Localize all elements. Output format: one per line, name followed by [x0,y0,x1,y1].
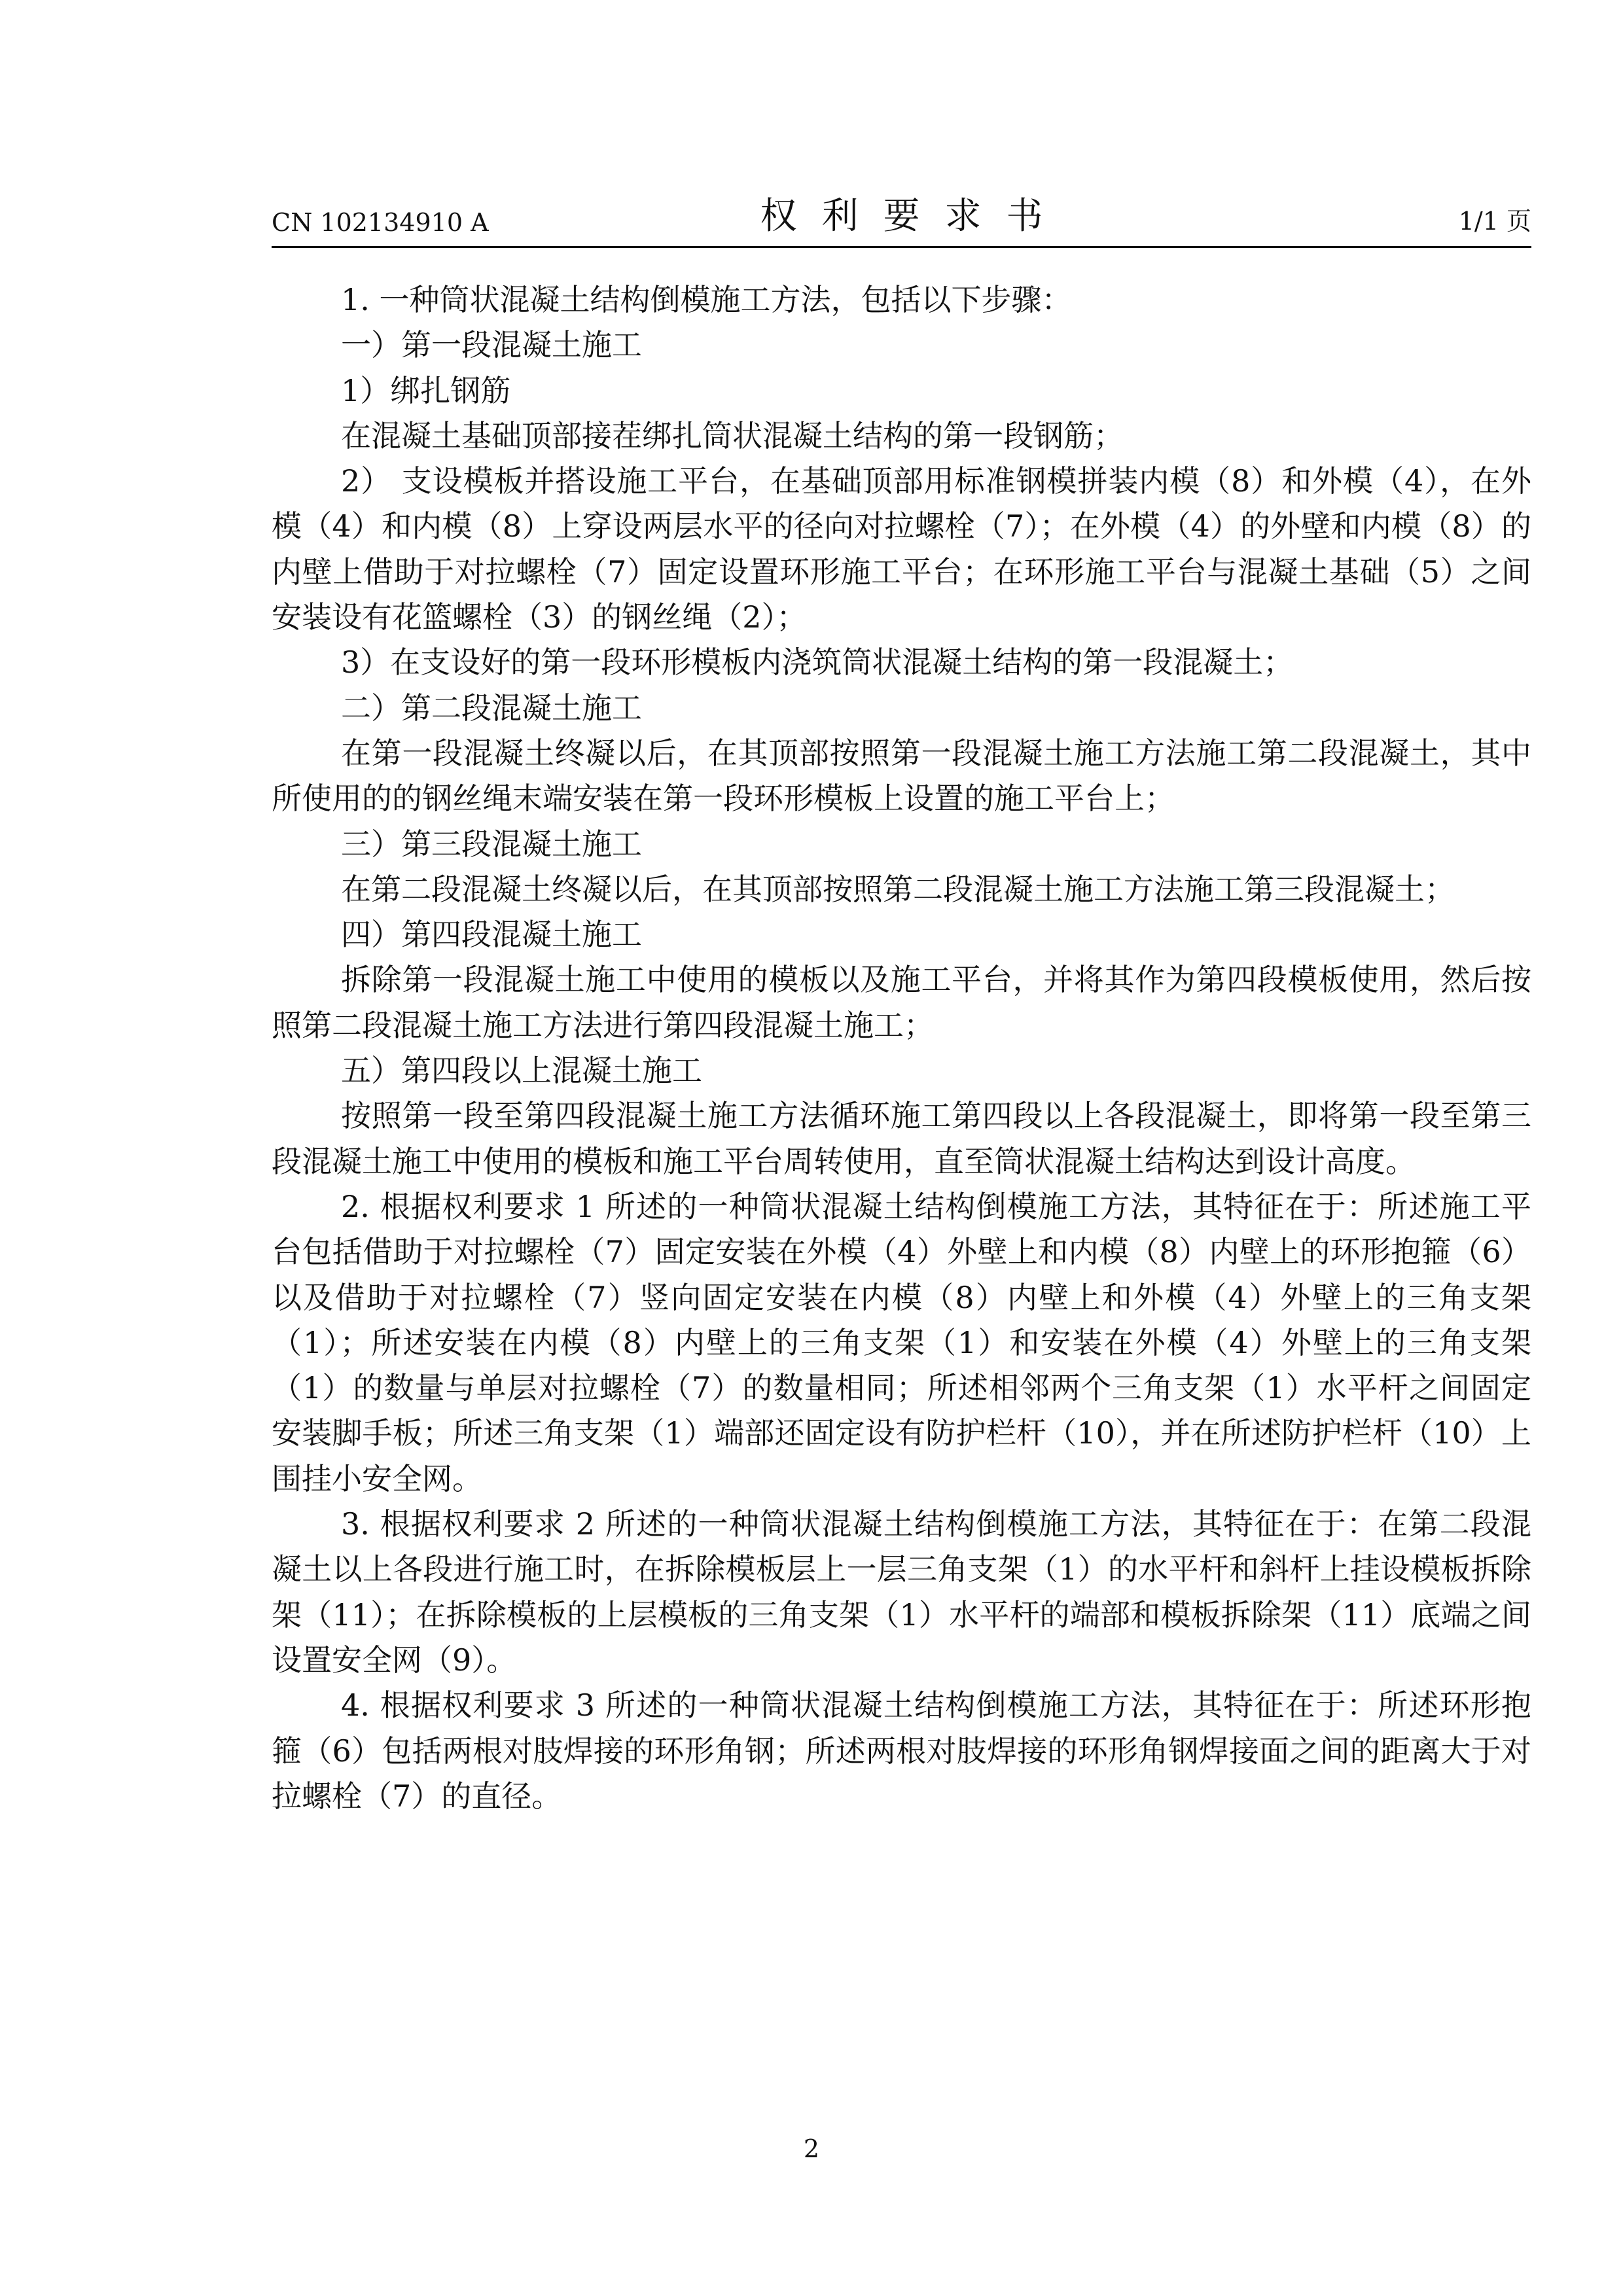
claim-3: 3. 根据权利要求 2 所述的一种筒状混凝土结构倒模施工方法，其特征在于：在第二段混凝土以上各段进行施工时，在拆除模板层上一层三角支架（1）的水平杆和斜杆上挂设模板拆除架（11）；在拆除模板的上层模板的三角支架（1）水平杆的端部和模板拆除架（11）底端之间设置安全网（9）。 [272,1506,1531,1678]
substep-2-text: 2） 支设模板并搭设施工平台，在基础顶部用标准钢模拼装内模（8）和外模（4），在外模（4）和内模（8）上穿设两层水平的径向对拉螺栓（7）；在外模（4）的外壁和内模（8）的内壁上借助于对拉螺栓（7）固定设置环形施工平台；在环形施工平台与混凝土基础（5）之间安装设有花篮螺栓（3）的钢丝绳（2）； [272,463,1531,635]
step-2-text: 在第一段混凝土终凝以后，在其顶部按照第一段混凝土施工方法施工第二段混凝土，其中所使用的的钢丝绳末端安装在第一段环形模板上设置的施工平台上； [272,735,1531,817]
step-1-heading: 一）第一段混凝土施工 [341,327,642,363]
step-5-text: 按照第一段至第四段混凝土施工方法循环施工第四段以上各段混凝土，即将第一段至第三段混凝土施工中使用的模板和施工平台周转使用，直至筒状混凝土结构达到设计高度。 [272,1098,1531,1179]
publication-number: CN 102134910 A [272,208,489,237]
step-4-text: 拆除第一段混凝土施工中使用的模板以及施工平台，并将其作为第四段模板使用，然后按照第二段混凝土施工方法进行第四段混凝土施工； [272,962,1531,1043]
step-3-text: 在第二段混凝土终凝以后，在其顶部按照第二段混凝土施工方法施工第三段混凝土； [341,871,1455,907]
substep-1-text: 在混凝土基础顶部接茬绑扎筒状混凝土结构的第一段钢筋； [341,417,1124,453]
page-number: 2 [803,2134,820,2163]
claims-body [272,277,1531,1819]
substep-1-heading: 1）绑扎钢筋 [341,372,511,408]
page-header [272,190,1531,242]
step-5-heading: 五）第四段以上混凝土施工 [341,1053,702,1089]
step-3-heading: 三）第三段混凝土施工 [341,826,642,862]
claim-2: 2. 根据权利要求 1 所述的一种筒状混凝土结构倒模施工方法，其特征在于：所述施工平台包括借助于对拉螺栓（7）固定安装在外模（4）外壁上和内模（8）内壁上的环形抱箍（6）以及借助于对拉螺栓（7）竖向固定安装在内模（8）内壁上和外模（4）外壁上的三角支架（1）；所述安装在内模（8）内壁上的三角支架（1）和安装在外模（4）外壁上的三角支架（1）的数量与单层对拉螺栓（7）的数量相同；所述相邻两个三角支架（1）水平杆之间固定安装脚手板；所述三角支架（1）端部还固定设有防护栏杆（10），并在所述防护栏杆（10）上围挂小安全网。 [272,1188,1531,1496]
step-4-heading: 四）第四段混凝土施工 [341,917,642,953]
page-indicator: 1/1 页 [1458,207,1531,236]
claim-4: 4. 根据权利要求 3 所述的一种筒状混凝土结构倒模施工方法，其特征在于：所述环形抱箍（6）包括两根对肢焊接的环形角钢；所述两根对肢焊接的环形角钢焊接面之间的距离大于对拉螺栓（7）的直径。 [272,1687,1531,1814]
claim-1-intro: 1. 一种筒状混凝土结构倒模施工方法，包括以下步骤： [341,282,1072,317]
step-2-heading: 二）第二段混凝土施工 [341,690,642,726]
header-divider [272,246,1531,248]
document-title: 权利要求书 [760,195,1068,238]
substep-3-text: 3）在支设好的第一段环形模板内浇筑筒状混凝土结构的第一段混凝土； [341,645,1294,680]
